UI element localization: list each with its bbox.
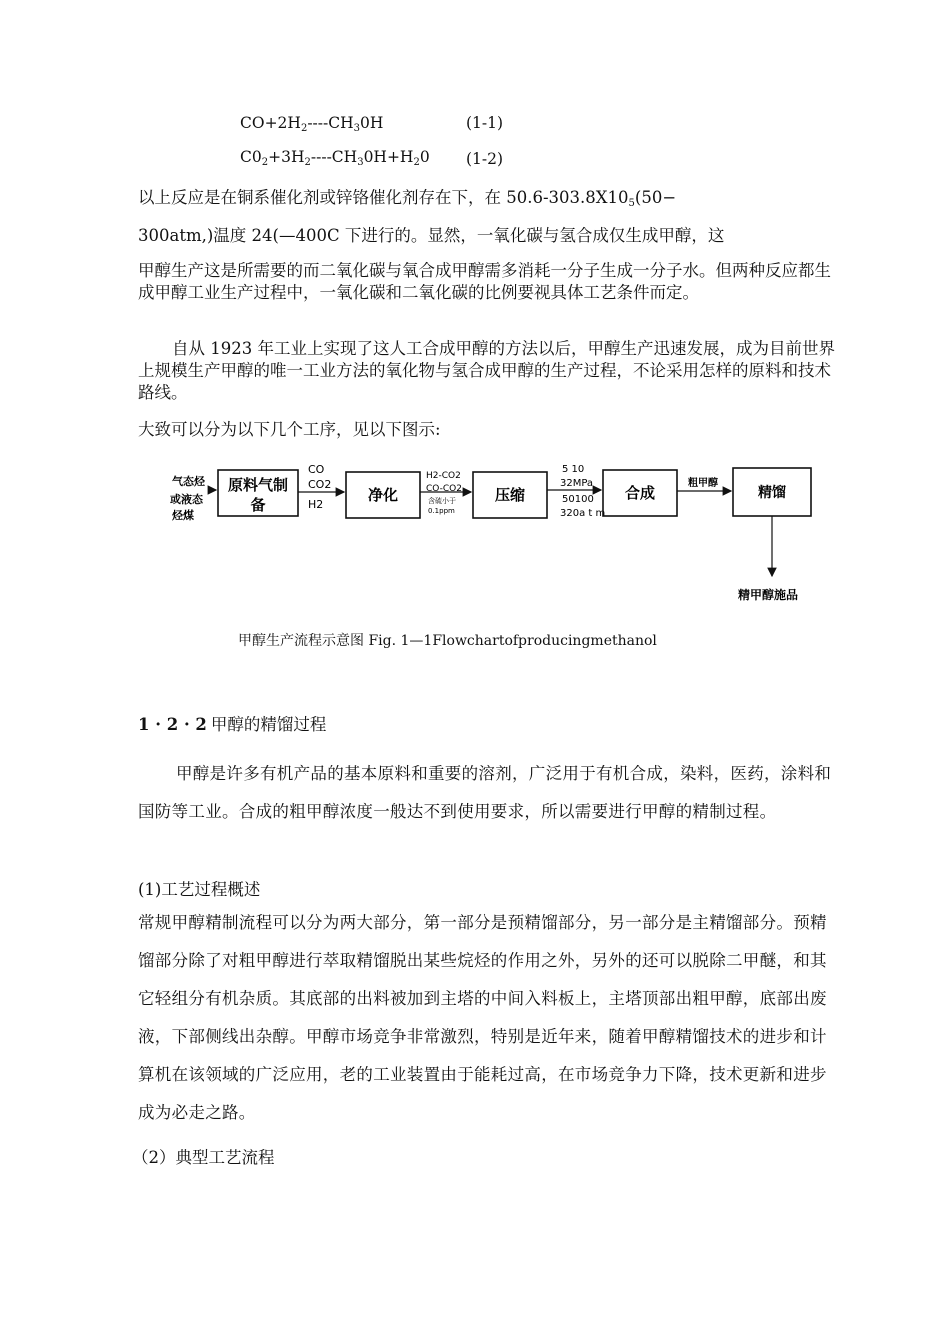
- product-label: 精甲醇施品: [738, 588, 799, 602]
- gas-co2: CO2: [308, 478, 332, 491]
- gas-co: CO: [308, 463, 325, 476]
- paragraph-methanol-uses: 甲醇是许多有机产品的基本原料和重要的溶剂，广泛用于有机合成，染料，医药，涂料和国防等工业。合成的粗甲醇浓度一般达不到使用要求，所以需要进行甲醇的精制过程。: [138, 764, 832, 821]
- equation-1: $CO+2H_2----CH_30H$: [240, 114, 384, 134]
- cond-2: 32MPa: [560, 478, 594, 489]
- cond-4: 320a t m: [560, 508, 606, 519]
- box-compression-label: 压缩: [494, 486, 526, 504]
- box-rectification-label: 精馏: [758, 485, 786, 501]
- gas2-co-co2: CO-CO2: [426, 484, 462, 494]
- paragraph-history: 自从 1923 年工业上实现了这人工合成甲醇的方法以后，甲醇生产迅速发展，成为目前世界上规模生产甲醇的唯一工业方法的氧化物与氢合成甲醇的生产过程，不论采用怎样的原料和技术路线。: [138, 339, 835, 402]
- equation-2: $C0_2+3H_2----CH_30H+H_20$: [240, 148, 430, 168]
- gas2-h2-co2: H2-CO2: [426, 471, 461, 481]
- box-feed-gas-prep-label-1: 原料气制: [227, 476, 289, 494]
- equation-2-label: (1-2): [466, 150, 504, 168]
- box-feed-gas-prep-label-2: 备: [250, 496, 266, 514]
- figure-caption: 甲醇生产流程示意图 Fig. 1—1Flowchartofproducingmethanol: [238, 633, 657, 649]
- cond-3: 50100: [562, 494, 594, 505]
- section-title: 甲醇的精馏过程: [210, 715, 327, 734]
- input-label-line-1: 气态烃: [172, 475, 205, 488]
- subheading-process-overview: (1)工艺过程概述: [138, 880, 261, 899]
- equation-1-label: (1-1): [466, 114, 504, 132]
- reaction-conditions-line-2: 300atm,)温度 24(—400C 下进行的。显然，一氧化碳与氢合成仅生成甲醇，这: [138, 226, 725, 245]
- crude-methanol-label: 粗甲醇: [688, 478, 718, 489]
- reaction-conditions-line-1: 以上反应是在铜系催化剂或锌铬催化剂存在下，在 $50.6-303.8X10_5(50-$: [138, 188, 677, 209]
- gas2-sulfur: 含硫小于: [428, 497, 456, 505]
- paragraph-co2-ratio: 甲醇生产这是所需要的而二氧化碳与氧合成甲醇需多消耗一分子生成一分子水。但两种反应都生成甲醇工业生产过程中，一氧化碳和二氧化碳的比例要视具体工艺条件而定。: [138, 261, 831, 302]
- section-heading: [138, 711, 326, 735]
- box-purification-label: 净化: [367, 486, 399, 504]
- methanol-process-flowchart: [160, 458, 820, 608]
- paragraph-refining-process: 常规甲醇精制流程可以分为两大部分，第一部分是预精馏部分，另一部分是主精馏部分。预精馏部分除了对粗甲醇进行萃取精馏脱出某些烷烃的作用之外，另外的还可以脱除二甲醚，和其它轻组分有机杂质。其底部的出料被加到主塔的中间入料板上，主塔顶部出粗甲醇，底部出废液，下部侧线出杂醇。甲醇市场竞争非常激烈，特别是近年来，随着甲醇精馏技术的进步和计算机在该领域的广泛应用，老的工业装置由于能耗过高，在市场竞争力下降，技术更新和进步成为必走之路。: [138, 913, 827, 1122]
- gas2-ppm: 0.1ppm: [428, 507, 455, 515]
- section-number: 1 · 2 · 2: [138, 715, 207, 734]
- cond-1: 5 10: [562, 464, 585, 475]
- subheading-typical-flow: （2）典型工艺流程: [132, 1148, 275, 1167]
- gas-h2: H2: [308, 498, 324, 511]
- paragraph-steps-intro: 大致可以分为以下几个工序，见以下图示:: [138, 420, 441, 439]
- box-synthesis-label: 合成: [624, 484, 656, 502]
- input-label-line-3: 烃煤: [172, 509, 194, 522]
- input-label-line-2: 或液态: [170, 493, 203, 506]
